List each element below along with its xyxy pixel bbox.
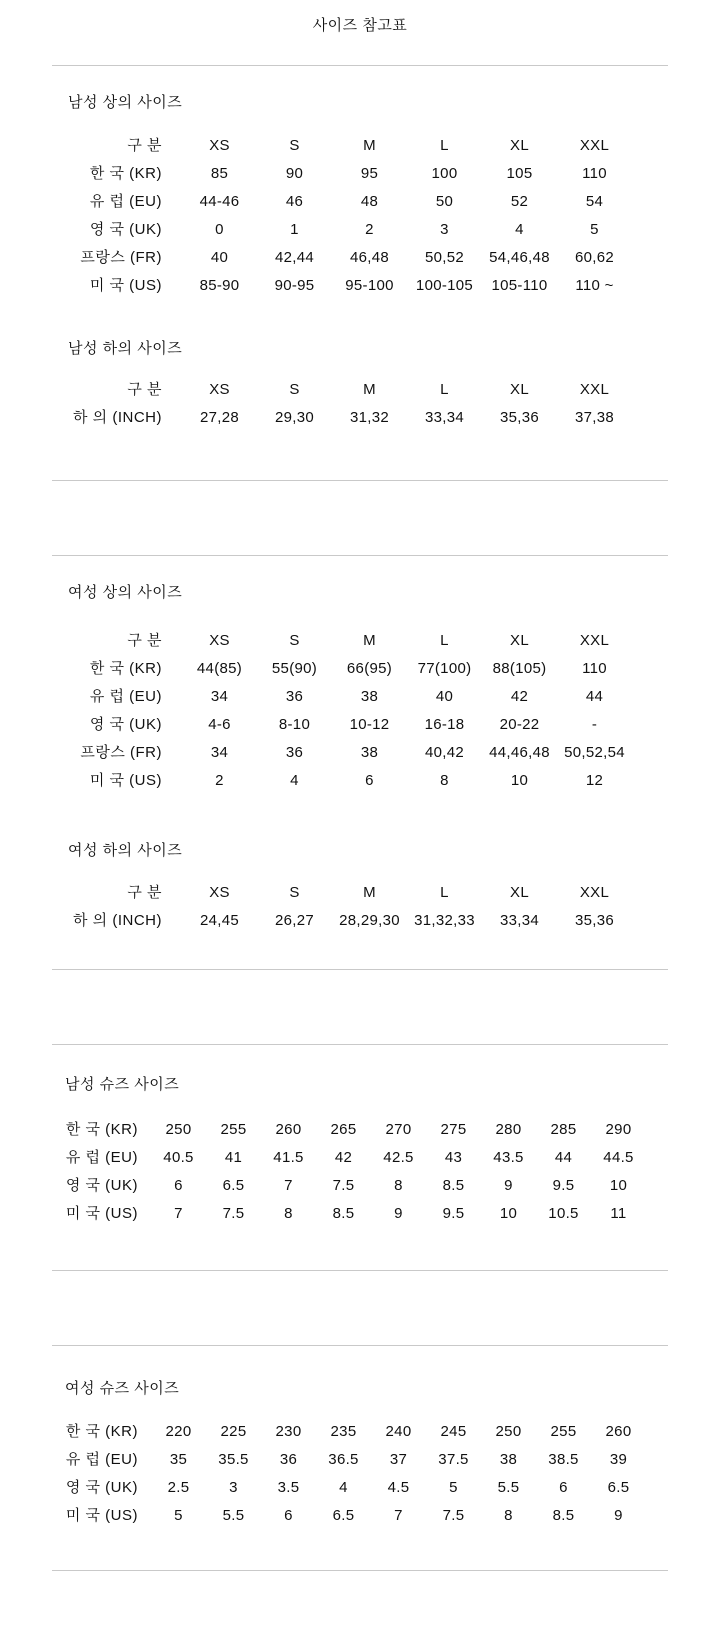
size-value-cell: 55(90) — [271, 660, 318, 677]
size-value-cell: 90-95 — [274, 277, 315, 294]
table-row — [68, 711, 632, 739]
size-value-cell: 43.5 — [493, 1149, 524, 1166]
size-value-cell: 40,42 — [424, 744, 465, 761]
row-label-cell: 유 럽 (EU) — [89, 193, 162, 210]
mens-top-table — [68, 132, 632, 300]
row-label-cell: 유 럽 (EU) — [89, 688, 162, 705]
table-row — [65, 1502, 646, 1530]
row-label-cell: 영 국 (UK) — [65, 1177, 138, 1194]
size-value-cell: 5 — [590, 221, 599, 238]
size-header-cell: M — [363, 632, 376, 649]
row-label-cell: 프랑스 (FR) — [80, 249, 162, 266]
size-header-cell: XL — [510, 381, 529, 398]
size-value-cell: 280 — [495, 1121, 522, 1138]
size-value-cell: 10 — [499, 1205, 518, 1222]
size-value-cell: 225 — [220, 1423, 247, 1440]
size-value-cell: 270 — [385, 1121, 412, 1138]
section-womens-bottom — [0, 841, 720, 935]
label-header-cell: 구 분 — [127, 137, 162, 154]
table-row — [68, 244, 632, 272]
size-header-cell: L — [440, 884, 449, 901]
table-header-row — [68, 376, 632, 404]
size-value-cell: 90 — [285, 165, 304, 182]
size-value-cell: 290 — [605, 1121, 632, 1138]
table-row — [65, 1446, 646, 1474]
size-value-cell: 9 — [504, 1177, 513, 1194]
size-header-cell: XL — [510, 632, 529, 649]
size-value-cell: 2 — [365, 221, 374, 238]
table-row — [68, 216, 632, 244]
size-value-cell: 28,29,30 — [339, 912, 400, 929]
size-value-cell: 35 — [169, 1451, 188, 1468]
womens-top-table — [68, 627, 632, 795]
size-value-cell: 40.5 — [163, 1149, 194, 1166]
mens-bottom-table — [68, 376, 632, 432]
section-heading: 여성 하의 사이즈 — [68, 842, 183, 859]
row-label-cell: 영 국 (UK) — [89, 221, 162, 238]
table-row — [68, 404, 632, 432]
size-value-cell: 7.5 — [442, 1507, 465, 1524]
size-value-cell: 250 — [495, 1423, 522, 1440]
title-block — [0, 0, 720, 65]
row-label-cell: 미 국 (US) — [65, 1205, 138, 1222]
table-row — [68, 907, 632, 935]
label-header-cell: 구 분 — [127, 884, 162, 901]
size-value-cell: 33,34 — [499, 912, 540, 929]
section-womens-top — [0, 583, 720, 795]
size-value-cell: 12 — [585, 772, 604, 789]
size-value-cell: 8 — [394, 1177, 403, 1194]
size-value-cell: 10.5 — [548, 1205, 579, 1222]
size-value-cell: 5 — [174, 1507, 183, 1524]
mens-shoes-table — [65, 1116, 646, 1228]
size-value-cell: 37.5 — [438, 1451, 469, 1468]
size-value-cell: 7.5 — [332, 1177, 355, 1194]
size-value-cell: 36 — [279, 1451, 298, 1468]
size-value-cell: 6.5 — [607, 1479, 630, 1496]
size-value-cell: 7 — [174, 1205, 183, 1222]
size-value-cell: 54,46,48 — [489, 249, 550, 266]
size-value-cell: 31,32 — [349, 409, 390, 426]
size-value-cell: 4-6 — [208, 716, 231, 733]
size-value-cell: 44 — [585, 688, 604, 705]
size-header-cell: XS — [209, 632, 230, 649]
section-heading: 남성 슈즈 사이즈 — [65, 1076, 180, 1093]
size-value-cell: 230 — [275, 1423, 302, 1440]
size-header-cell: M — [363, 137, 376, 154]
size-value-cell: 42,44 — [274, 249, 315, 266]
size-value-cell: 3 — [229, 1479, 238, 1496]
table-row — [65, 1144, 646, 1172]
divider — [52, 555, 668, 556]
size-value-cell: 36.5 — [328, 1451, 359, 1468]
size-value-cell: 260 — [605, 1423, 632, 1440]
size-value-cell: 16-18 — [424, 716, 465, 733]
section-mens-top — [0, 93, 720, 300]
table-row — [65, 1116, 646, 1144]
size-value-cell: 7 — [284, 1177, 293, 1194]
section-heading: 여성 상의 사이즈 — [68, 584, 183, 601]
size-value-cell: 77(100) — [417, 660, 472, 677]
size-value-cell: 42 — [334, 1149, 353, 1166]
size-value-cell: 48 — [360, 193, 379, 210]
row-label-cell: 프랑스 (FR) — [80, 744, 162, 761]
divider — [52, 65, 668, 66]
size-value-cell: 41.5 — [273, 1149, 304, 1166]
row-label-cell: 하 의 (INCH) — [73, 409, 162, 426]
size-value-cell: 35.5 — [218, 1451, 249, 1468]
section-gap — [0, 481, 720, 555]
size-value-cell: 100-105 — [415, 277, 474, 294]
table-row — [65, 1200, 646, 1228]
size-value-cell: 46,48 — [349, 249, 390, 266]
size-header-cell: L — [440, 137, 449, 154]
row-label-cell: 한 국 (KR) — [89, 660, 162, 677]
table-row — [65, 1474, 646, 1502]
section-heading: 남성 상의 사이즈 — [68, 94, 183, 111]
table-row — [68, 655, 632, 683]
size-value-cell: 110 — [582, 165, 607, 182]
page-title: 사이즈 참고표 — [312, 17, 408, 34]
section-heading: 여성 슈즈 사이즈 — [65, 1380, 180, 1397]
size-value-cell: 10-12 — [349, 716, 390, 733]
size-value-cell: 100 — [431, 165, 458, 182]
size-value-cell: 35,36 — [499, 409, 540, 426]
size-value-cell: 105 — [506, 165, 533, 182]
size-value-cell: 38 — [499, 1451, 518, 1468]
size-value-cell: 260 — [275, 1121, 302, 1138]
size-value-cell: 44,46,48 — [489, 744, 550, 761]
size-value-cell: 10 — [609, 1177, 628, 1194]
size-value-cell: 6.5 — [222, 1177, 245, 1194]
size-header-cell: XXL — [579, 381, 610, 398]
size-value-cell: 42 — [510, 688, 529, 705]
size-value-cell: 7 — [394, 1507, 403, 1524]
divider — [52, 1044, 668, 1045]
size-header-cell: M — [363, 381, 376, 398]
size-value-cell: 95-100 — [345, 277, 394, 294]
size-value-cell: 29,30 — [274, 409, 315, 426]
row-label-cell: 한 국 (KR) — [89, 165, 162, 182]
size-value-cell: 4 — [339, 1479, 348, 1496]
size-value-cell: 35,36 — [574, 912, 615, 929]
size-value-cell: 8.5 — [332, 1205, 355, 1222]
size-value-cell: - — [591, 716, 598, 733]
size-value-cell: 255 — [220, 1121, 247, 1138]
row-label-cell: 하 의 (INCH) — [73, 912, 162, 929]
size-value-cell: 38.5 — [548, 1451, 579, 1468]
size-value-cell: 3.5 — [277, 1479, 300, 1496]
size-value-cell: 39 — [609, 1451, 628, 1468]
size-value-cell: 44 — [554, 1149, 573, 1166]
size-value-cell: 31,32,33 — [414, 912, 475, 929]
row-label-cell: 미 국 (US) — [65, 1507, 138, 1524]
table-row — [68, 272, 632, 300]
size-value-cell: 5.5 — [222, 1507, 245, 1524]
size-value-cell: 24,45 — [199, 912, 240, 929]
size-value-cell: 220 — [165, 1423, 192, 1440]
size-header-cell: L — [440, 381, 449, 398]
table-row — [68, 739, 632, 767]
size-value-cell: 8 — [284, 1205, 293, 1222]
size-value-cell: 34 — [210, 744, 229, 761]
size-value-cell: 6.5 — [332, 1507, 355, 1524]
size-value-cell: 4 — [515, 221, 524, 238]
size-value-cell: 50,52 — [424, 249, 465, 266]
size-value-cell: 50,52,54 — [564, 744, 625, 761]
size-value-cell: 34 — [210, 688, 229, 705]
table-header-row — [68, 132, 632, 160]
size-value-cell: 285 — [550, 1121, 577, 1138]
row-label-cell: 한 국 (KR) — [65, 1121, 138, 1138]
size-value-cell: 46 — [285, 193, 304, 210]
label-header-cell: 구 분 — [127, 632, 162, 649]
size-header-cell: XS — [209, 381, 230, 398]
size-value-cell: 44.5 — [603, 1149, 634, 1166]
size-value-cell: 40 — [210, 249, 229, 266]
section-mens-shoes — [0, 1075, 720, 1228]
row-label-cell: 미 국 (US) — [89, 277, 162, 294]
table-header-row — [68, 627, 632, 655]
size-value-cell: 9 — [394, 1205, 403, 1222]
size-value-cell: 54 — [585, 193, 604, 210]
womens-shoes-table — [65, 1418, 646, 1530]
size-value-cell: 4.5 — [387, 1479, 410, 1496]
size-value-cell: 37,38 — [574, 409, 615, 426]
size-value-cell: 8 — [440, 772, 449, 789]
size-value-cell: 5 — [449, 1479, 458, 1496]
section-mens-bottom — [0, 339, 720, 432]
size-value-cell: 8-10 — [278, 716, 311, 733]
size-value-cell: 6 — [559, 1479, 568, 1496]
size-header-cell: XS — [209, 884, 230, 901]
section-womens-shoes — [0, 1379, 720, 1530]
size-value-cell: 33,34 — [424, 409, 465, 426]
size-value-cell: 36 — [285, 688, 304, 705]
row-label-cell: 한 국 (KR) — [65, 1423, 138, 1440]
row-label-cell: 영 국 (UK) — [65, 1479, 138, 1496]
size-value-cell: 42.5 — [383, 1149, 414, 1166]
size-value-cell: 26,27 — [274, 912, 315, 929]
table-row — [68, 767, 632, 795]
size-value-cell: 250 — [165, 1121, 192, 1138]
size-value-cell: 7.5 — [222, 1205, 245, 1222]
size-value-cell: 52 — [510, 193, 529, 210]
size-value-cell: 37 — [389, 1451, 408, 1468]
size-value-cell: 8 — [504, 1507, 513, 1524]
row-label-cell: 미 국 (US) — [89, 772, 162, 789]
size-header-cell: XXL — [579, 137, 610, 154]
size-value-cell: 44(85) — [196, 660, 243, 677]
size-header-cell: S — [289, 137, 300, 154]
size-value-cell: 235 — [330, 1423, 357, 1440]
size-value-cell: 6 — [174, 1177, 183, 1194]
size-value-cell: 2 — [215, 772, 224, 789]
size-value-cell: 110 ~ — [575, 277, 614, 294]
size-value-cell: 8.5 — [442, 1177, 465, 1194]
size-value-cell: 66(95) — [346, 660, 393, 677]
size-header-cell: XS — [209, 137, 230, 154]
table-header-row — [68, 879, 632, 907]
size-value-cell: 9.5 — [442, 1205, 465, 1222]
size-value-cell: 255 — [550, 1423, 577, 1440]
size-value-cell: 1 — [290, 221, 299, 238]
size-header-cell: S — [289, 884, 300, 901]
size-value-cell: 95 — [360, 165, 379, 182]
table-row — [65, 1418, 646, 1446]
size-value-cell: 110 — [582, 660, 607, 677]
size-value-cell: 10 — [510, 772, 529, 789]
size-value-cell: 6 — [365, 772, 374, 789]
table-row — [68, 160, 632, 188]
size-value-cell: 44-46 — [199, 193, 240, 210]
size-value-cell: 3 — [440, 221, 449, 238]
size-value-cell: 43 — [444, 1149, 463, 1166]
size-value-cell: 11 — [610, 1205, 627, 1222]
divider — [52, 1570, 668, 1571]
table-row — [68, 683, 632, 711]
size-value-cell: 85-90 — [199, 277, 240, 294]
size-header-cell: XL — [510, 137, 529, 154]
table-row — [68, 188, 632, 216]
size-value-cell: 5.5 — [497, 1479, 520, 1496]
size-value-cell: 38 — [360, 744, 379, 761]
size-value-cell: 105-110 — [491, 277, 548, 294]
size-value-cell: 60,62 — [574, 249, 615, 266]
size-header-cell: M — [363, 884, 376, 901]
row-label-cell: 영 국 (UK) — [89, 716, 162, 733]
size-value-cell: 50 — [435, 193, 454, 210]
row-label-cell: 유 럽 (EU) — [65, 1451, 138, 1468]
size-value-cell: 9 — [614, 1507, 623, 1524]
row-label-cell: 유 럽 (EU) — [65, 1149, 138, 1166]
size-header-cell: XL — [510, 884, 529, 901]
section-gap — [0, 970, 720, 1044]
size-value-cell: 0 — [215, 221, 224, 238]
size-value-cell: 8.5 — [552, 1507, 575, 1524]
size-header-cell: L — [440, 632, 449, 649]
size-value-cell: 2.5 — [167, 1479, 190, 1496]
size-value-cell: 240 — [385, 1423, 412, 1440]
size-value-cell: 27,28 — [199, 409, 240, 426]
size-value-cell: 85 — [210, 165, 229, 182]
divider — [52, 1345, 668, 1346]
label-header-cell: 구 분 — [127, 381, 162, 398]
size-value-cell: 9.5 — [552, 1177, 575, 1194]
size-value-cell: 6 — [284, 1507, 293, 1524]
size-header-cell: XXL — [579, 884, 610, 901]
section-gap — [0, 1271, 720, 1345]
size-value-cell: 36 — [285, 744, 304, 761]
size-header-cell: XXL — [579, 632, 610, 649]
size-value-cell: 275 — [440, 1121, 467, 1138]
size-header-cell: S — [289, 632, 300, 649]
size-header-cell: S — [289, 381, 300, 398]
size-value-cell: 41 — [224, 1149, 243, 1166]
womens-bottom-table — [68, 879, 632, 935]
size-value-cell: 38 — [360, 688, 379, 705]
size-value-cell: 265 — [330, 1121, 357, 1138]
size-value-cell: 40 — [435, 688, 454, 705]
size-value-cell: 245 — [440, 1423, 467, 1440]
size-value-cell: 88(105) — [492, 660, 547, 677]
size-value-cell: 4 — [290, 772, 299, 789]
table-row — [65, 1172, 646, 1200]
size-value-cell: 20-22 — [499, 716, 540, 733]
section-heading: 남성 하의 사이즈 — [68, 340, 183, 357]
